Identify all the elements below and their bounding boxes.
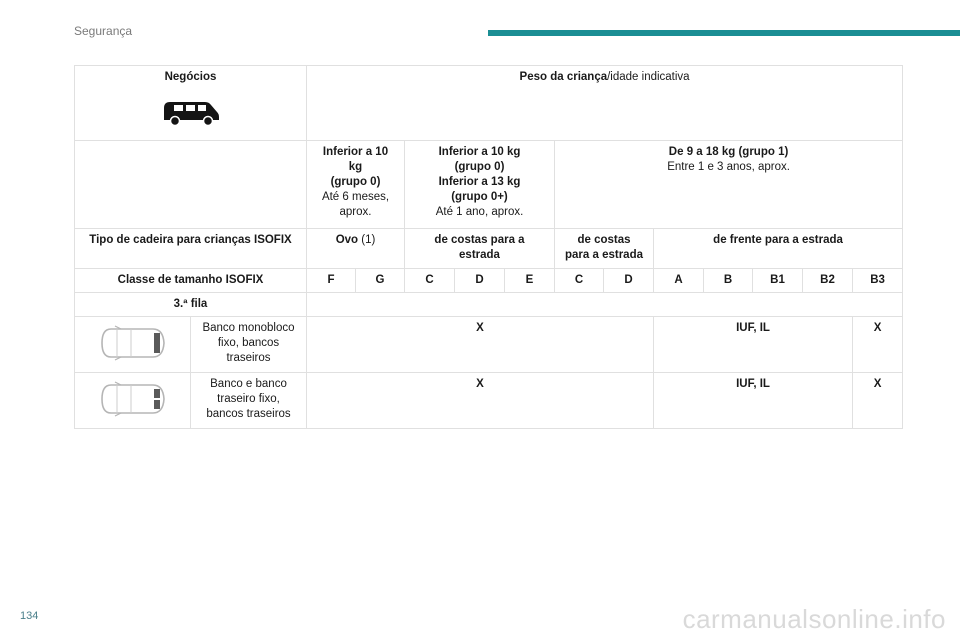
- seat-description-line: Banco e banco: [210, 378, 287, 390]
- size-class-label: Classe de tamanho ISOFIX: [75, 269, 307, 293]
- child-weight-header-cell: [307, 66, 903, 141]
- compat-value-cell: X: [853, 373, 903, 429]
- rear-facing-line: para a estrada: [565, 249, 643, 261]
- table-row: [75, 373, 903, 429]
- compat-value-cell: X: [307, 317, 654, 373]
- size-class-cell: B2: [803, 269, 853, 293]
- weight-line: (grupo 0): [330, 176, 381, 188]
- size-class-cell: B1: [753, 269, 803, 293]
- weight-line: kg: [348, 161, 363, 173]
- size-class-row: [75, 269, 903, 293]
- compat-value-cell: IUF, IL: [654, 373, 853, 429]
- size-class-cell: C: [555, 269, 604, 293]
- seat-description-line: traseiros: [226, 352, 271, 364]
- seat-description-line: fixo, bancos: [217, 337, 280, 349]
- seat-type-label: Tipo de cadeira para crianças ISOFIX: [75, 229, 307, 269]
- watermark: carmanualsonline.info: [682, 604, 946, 634]
- rear-facing-cell: [405, 229, 555, 269]
- section-title: Segurança: [74, 24, 133, 38]
- empty-cell: [75, 141, 307, 229]
- weight-line: (grupo 0+): [451, 191, 508, 203]
- weight-row: [75, 141, 903, 229]
- weight-line: Inferior a 13 kg: [438, 176, 521, 188]
- seat-description-cell: [191, 317, 307, 373]
- age-line: Até 1 ano, aprox.: [435, 206, 524, 218]
- size-class-cell: B3: [853, 269, 903, 293]
- empty-cell: [307, 293, 903, 317]
- idade-label: /idade indicativa: [607, 71, 690, 83]
- rear-facing-line: de costas: [577, 234, 631, 246]
- row-3-header: [75, 293, 903, 317]
- size-class-cell: A: [654, 269, 704, 293]
- weight-line: Inferior a 10 kg: [438, 146, 521, 158]
- age-line: Até 6 meses,: [321, 191, 390, 203]
- size-class-cell: D: [604, 269, 654, 293]
- seat-description-line: traseiro fixo,: [217, 393, 280, 405]
- ovo-cell: [307, 229, 405, 269]
- peso-label: Peso da criança: [519, 71, 608, 83]
- ovo-note: (1): [358, 234, 376, 246]
- vehicle-header-cell: [75, 66, 307, 141]
- header-accent-bar: [488, 30, 960, 36]
- ovo-label: Ovo: [335, 234, 359, 246]
- compat-value-cell: X: [307, 373, 654, 429]
- compat-value-cell: X: [853, 317, 903, 373]
- car-top-view-icon: [80, 377, 185, 424]
- seat-description-cell: [191, 373, 307, 429]
- table-header-row: [75, 66, 903, 141]
- size-class-cell: D: [455, 269, 505, 293]
- size-class-cell: G: [356, 269, 405, 293]
- car-top-view-icon: [80, 321, 185, 368]
- negocios-label: Negócios: [164, 71, 217, 83]
- rear-facing-line: de costas para a: [434, 234, 525, 246]
- age-line: aprox.: [339, 206, 372, 218]
- rear-facing-cell: [555, 229, 654, 269]
- seat-description-line: Banco monobloco: [202, 322, 295, 334]
- weight-group-0plus-cell: [405, 141, 555, 229]
- weight-line: Inferior a 10: [322, 146, 389, 158]
- weight-line: (grupo 0): [454, 161, 505, 173]
- size-class-cell: C: [405, 269, 455, 293]
- seat-description-line: bancos traseiros: [206, 408, 291, 420]
- size-class-cell: B: [704, 269, 753, 293]
- car-seat-diagram-cell: [75, 373, 191, 429]
- compat-value-cell: IUF, IL: [654, 317, 853, 373]
- forward-facing-cell: de frente para a estrada: [654, 229, 903, 269]
- isofix-compatibility-table: [74, 65, 903, 429]
- row-3-label: 3.ª fila: [75, 293, 307, 317]
- car-seat-diagram-cell: [75, 317, 191, 373]
- rear-facing-line: estrada: [459, 249, 500, 261]
- size-class-cell: F: [307, 269, 356, 293]
- page-number: 134: [20, 610, 39, 622]
- weight-group-0-cell: [307, 141, 405, 229]
- table-row: [75, 317, 903, 373]
- weight-line: De 9 a 18 kg (grupo 1): [668, 146, 789, 158]
- van-icon: [80, 99, 301, 132]
- age-line: Entre 1 e 3 anos, aprox.: [667, 161, 790, 173]
- seat-type-row: [75, 229, 903, 269]
- weight-group-1-cell: [555, 141, 903, 229]
- size-class-cell: E: [505, 269, 555, 293]
